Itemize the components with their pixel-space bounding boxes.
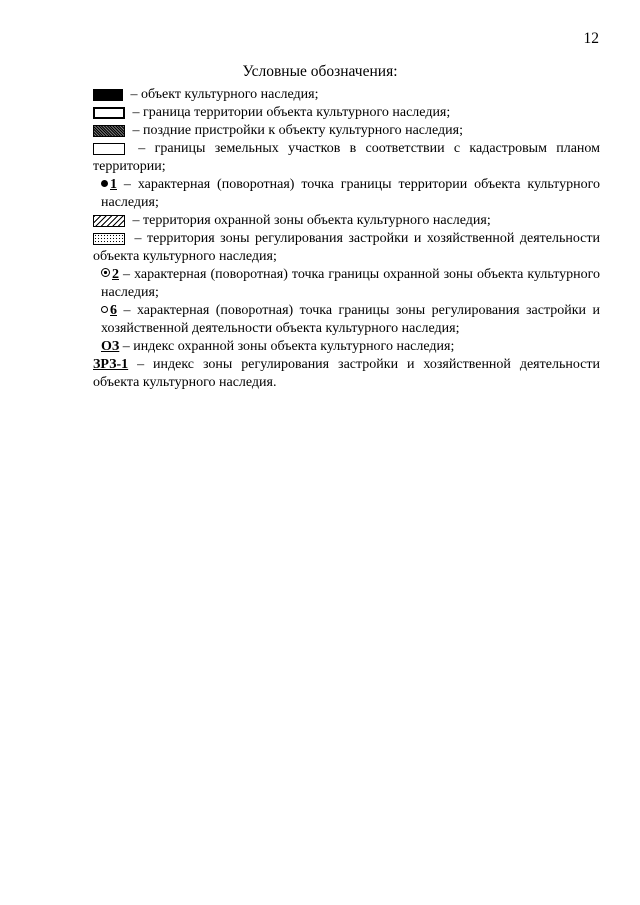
legend-text: – граница территории объекта культурного наследия; [132,105,451,120]
legend-entry-protection-point [93,266,600,302]
target-circle-point-icon [101,268,110,277]
hollow-circle-point-icon [101,306,108,313]
legend-entry-oz-index [93,338,600,356]
legend-entry-zrz-index [93,356,600,392]
thin-outline-rectangle-icon [93,143,125,155]
legend-text: – территория зоны регулирования застройки и хозяйственной деятельности объекта культурного наследия; [93,231,600,264]
legend-heading: Условные обозначения: [242,63,398,80]
legend-text: – объект культурного наследия; [130,87,319,102]
legend-list [93,86,600,392]
legend-text: – границы земельных участков в соответствии с кадастровым планом территории; [93,141,601,174]
legend-text: – индекс охранной зоны объекта культурного наследия; [119,339,455,354]
index-code: ОЗ [101,339,120,354]
legend-text: – территория охранной зоны объекта культурного наследия; [132,213,491,228]
legend-entry-protection-zone [93,212,600,230]
legend-entry-regulation-zone [93,230,600,266]
index-code: ЗРЗ-1 [93,357,129,372]
legend-text: – поздние пристройки к объекту культурного наследия; [132,123,463,138]
legend-entry-territory-boundary [93,104,600,122]
point-label: 1 [110,177,117,192]
legend-entry-late-additions [93,122,600,140]
legend-entry-regulation-point [93,302,600,338]
black-filled-rectangle-icon [93,89,123,101]
page-number: 12 [583,30,599,47]
dense-hatched-rectangle-icon [93,125,125,137]
legend-entry-territory-point [93,176,600,212]
dotted-rectangle-icon [93,233,125,245]
legend-text: – характерная (поворотная) точка границы охранной зоны объекта культурного наследия; [101,267,601,300]
filled-circle-point-icon [101,180,108,187]
bold-outline-rectangle-icon [93,107,125,119]
legend-text: – индекс зоны регулирования застройки и хозяйственной деятельности объекта культурного наследия. [93,357,600,390]
legend-entry-heritage-object [93,86,600,104]
point-label: 2 [112,267,119,282]
legend-entry-land-plots [93,140,600,176]
legend-text: – характерная (поворотная) точка границы зоны регулирования застройки и хозяйственной деятельности объекта культурного наследия; [101,303,601,336]
diagonal-hatch-rectangle-icon [93,215,125,227]
legend-text: – характерная (поворотная) точка границы территории объекта культурного наследия; [101,177,600,210]
point-label: 6 [110,303,117,318]
